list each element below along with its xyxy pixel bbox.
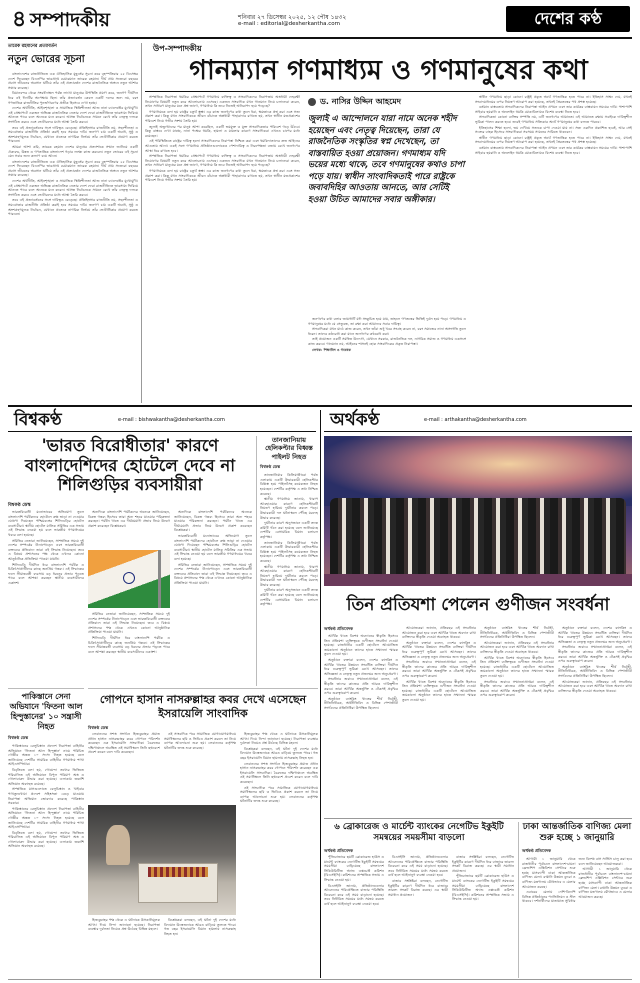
economy-paragraph: আর্থিক খাতে বিশেষ অবদানের স্বীকৃতি হিসেবে তিন প্রতিযশা ব্যক্তিত্বকে গুণীজন সংবর্ধনা দেওয়া হয়েছে। রাজধানীর একটি হোটেলে আয়োজিত জমকালো অনুষ্ঠানে তাদের হাতে সম্মাননা স্মারক তুলে দেওয়া হয়। [402,679,476,702]
world-main-col3 [174,510,252,684]
economy-main-col3 [480,626,554,816]
economy-story-rule [324,818,632,819]
world-email: e-mail : bishwakantha@desherkantha.com [118,417,225,423]
bank-col2 [388,855,448,978]
section-divider [320,410,321,978]
economy-paragraph: সংবর্ধনার জবাবে সম্মাননাপ্রাপ্তরা বলেন, এই স্বীকৃতি তাদের কাজের প্রতি আরও দায়িত্বশীল করবে। তারা আর্থিক অন্তর্ভুক্তি ও টেকসই প্রবৃদ্ধির ওপর গুরুত্বারোপ করেন। [558,645,632,664]
op-ed-paragraph: জুলাই অভ্যুত্থানের পর মানুষ আশা করেছিল, একটি ভয়মুক্ত ও মুক্ত সাংবাদিকতার পরিবেশ গড়ে উঠবে। কিন্তু বাস্তবে দেখা যাচ্ছে, নানা পক্ষের হুমকি, হামলা ও মামলার কারণে সাংবাদিকরা এখনও চাপের মধ্যে রয়েছেন। [145,124,300,138]
world-side-paragraph: স্থানীয় গণমাধ্যম জানায়, খারাপ আবহাওয়ার কারণে হেলিকপ্টারটি নিয়ন্ত্রণ হারিয়ে দুর্ঘটনার কবলে পড়ে। উদ্ধারকারী দল ঘটনাস্থলে পৌঁছে মরদেহ উদ্ধার করেছে। [260,497,318,520]
op-ed-paragraph: সাংবাদিকরা যখন মাঠে কাজ করেন, তখন তাঁরা শুধু খবর সংগ্রহ করেন না, বরং সমাজের নানা অসংগতি তুলে ধরেন। তাদের কণ্ঠরোধ করা মানে জনগণের কণ্ঠরোধ করা। [308,327,466,336]
op-ed-col1 [145,95,300,401]
world-paragraph: ভারতবিরোধী মনোভাবের অভিযোগ তুলে বাংলাদেশি পর্যটকদের হোটেলে কক্ষ ভাড়া না দেওয়ার ঘোষণা দিয়েছেন পশ্চিমবঙ্গের শিলিগুড়ির হোটেল ব্যবসায়ীরা। স্থানীয় হোটেল মালিক সমিতির এক সভায় এই সিদ্ধান্ত নেওয়া হয় বলে ভারতীয় গণমাধ্যমের খবরে বলা হয়েছে। [174,533,252,561]
grave-paragraph: বিশ্লেষকরা বলছেন, এই ঘটনা দুই দেশের মধ্যে বিদ্যমান উত্তেজনাকে আরও বাড়িয়ে তুলতে পারে। গত বছর ইসরায়েলি বিমান হামলায় নাসরুল্লাহ নিহত হন। [164,918,236,936]
column-divider [141,43,142,403]
world-side-headline: তানজানিয়ায় হেলিকপ্টার বিধ্বস্ত পাইলট নিহত [265,436,313,461]
world-paragraph: অন্যদিকে বাংলাদেশি পর্যটকদের অনেকে জানিয়েছেন, বিকল্প গন্তব্য হিসেবে তারা অন্য শহরে যাওয়ার পরিকল্পনা করছেন। পর্যটন খাতে এর দীর্ঘমেয়াদি প্রভাব নিয়ে উদ্বেগ প্রকাশ করেছেন বিশ্লেষকরা। [88,510,170,528]
op-ed-paragraph: বর্তমান বাস্তবতায় সাংবাদিকদের নিরাপত্তা আইন প্রণয়ন এবং তার কার্যকর বাস্তবায়ন সময়ের দাবি। পাশাপাশি সাইবার হয়রানি ও অনলাইন হুমকি মোকাবিলায়ও বিশেষ ব্যবস্থা নিতে হবে। [475,105,632,114]
grave-paragraph: হিজবুল্লাহর পক্ষ থেকে এ ঘটনাকে উসকানিমূলক আখ্যা দিয়ে নিন্দা জানানো হয়েছে। নিরাপত্তা ব্যবস্থার দুর্বলতা নিয়েও প্রশ্ন উঠেছে বিভিন্ন মহলে। [240,732,318,746]
flowers [148,867,208,877]
stage-floor [324,574,632,586]
world-side-paragraph: দুর্ঘটনার কারণ অনুসন্ধানে একটি তদন্ত কমিটি গঠন করা হয়েছে বলে জানিয়েছে দেশটির বেসামরিক বিমান চলাচল কর্তৃপক্ষ। [260,588,318,607]
world-side-byline: বিশ্বকণ্ঠ ডেস্ক [260,464,281,470]
grave-col1 [88,732,160,802]
economy-paragraph: আয়োজকরা জানান, প্রতিবছর এই সংবর্ধনার আয়োজন করা হবে এবং আর্থিক খাতে অবদান রাখা ব্যক্তিদের স্বীকৃতি দেওয়া অব্যাহত থাকবে। [402,626,476,640]
editorial-headline: নতুন ভোরের সূচনা [8,54,85,65]
audience-row [330,498,626,578]
op-ed-paragraph: বর্তমান বাস্তবতায় সাংবাদিকদের নিরাপত্তা আইন প্রণয়ন এবং তার কার্যকর বাস্তবায়ন সময়ের দাবি। পাশাপাশি সাইবার হয়রানি ও অনলাইন হুমকি মোকাবিলায়ও বিশেষ ব্যবস্থা নিতে হবে। [475,145,632,155]
op-ed-paragraph: সাম্প্রতিক নিরাপত্তা হুমকির প্রেক্ষাপটে গণমাধ্যম ব্যক্তিত্ব ও সাংবাদিকদের নিরাপত্তায় অস্ত্রধারী দেহরক্ষী নিয়োগের বিষয়টি নতুন করে আলোচনায় এসেছে। একজন সাংবাদিক যখন গানম্যান নিয়ে চলাফেরা করেন, তখন সাধারণ মানুষের মনে প্রশ্ন জাগে, গণমাধ্যম কি তবে নিজেই অনিরাপদ হয়ে পড়েছে? [145,154,300,168]
world-paragraph: সমিতির নেতারা জানিয়েছেন, সাম্প্রতিক সময়ে দুই দেশের সম্পর্কের টানাপোড়েন এবং ভারতবিরোধী বক্তব্যের প্রতিবাদে তারা এই সিদ্ধান্ত নিয়েছেন। তবে এ বিষয়ে প্রশাসনের পক্ষ থেকে এখনও কোনো আনুষ্ঠানিক প্রতিক্রিয়া পাওয়া যায়নি। [88,612,170,635]
bank-paragraph: পুঁজিবাজারে ছয়টি ব্রোকারেজ হাউস ও মার্চেন্ট ব্যাংকের নেগেটিভ ইকুইটি সমন্বয়ের সময়সীমা বাড়িয়েছে বাংলাদেশ সিকিউরিটিজ অ্যান্ড এক্সচেঞ্জ কমিশন (বিএসইসি)। কমিশনের সাম্প্রতিক সভায় এ সিদ্ধান্ত নেওয়া হয়। [452,874,514,902]
op-ed-paragraph: গণমাধ্যমকে বলা হয় রাষ্ট্রের চতুর্থ স্তম্ভ। এর কাজ জনগণের কথা তুলে ধরা, ক্ষমতাকে প্রশ্ন করা এবং সত্য প্রকাশ করা। কিন্তু যখন সাংবাদিককে জীবন বাঁচাতে অস্ত্রধারী পাহারাদার রাখতে হয়, তখন স্বাধীন মতপ্রকাশের পরিবেশ নিয়ে গভীর সংশয় তৈরি হয়। [145,109,300,123]
economy-section-title: অর্থকণ্ঠ [330,410,380,430]
award-ceremony-photo [324,436,632,586]
world-main-col2b [88,612,170,684]
pakistan-body [8,744,84,974]
economy-paragraph: অনুষ্ঠানে ব্যাংকিং খাতের শীর্ষ নির্বাহী, নীতিনির্ধারক, অর্থনীতিবিদ ও বিভিন্ন পেশাজীবী সংগঠনের প্রতিনিধিরা উপস্থিত ছিলেন। [558,664,632,678]
world-paragraph: সমিতির নেতারা জানিয়েছেন, সাম্প্রতিক সময়ে দুই দেশের সম্পর্কের টানাপোড়েন এবং ভারতবিরোধী বক্তব্যের প্রতিবাদে তারা এই সিদ্ধান্ত নিয়েছেন। তবে এ বিষয়ে প্রশাসনের পক্ষ থেকে এখনও কোনো আনুষ্ঠানিক প্রতিক্রিয়া পাওয়া যায়নি। [8,538,84,561]
section-title: সম্পাদকীয় [30,9,110,31]
grave-col2 [164,732,236,802]
pull-quote-text: জুলাই এ আন্দোলনে যারা নামে অনেক শহীদ হয়েছেন এবং নেতৃত্ব দিয়েছেন, তারা যে রাজনৈতিক সংস্কৃতির স্বপ্ন দেখেছেন, তা বাস্তবায়িত হওয়া প্রয়োজন। গণমাধ্যম যদি ভয়ের মধ্যে থাকে, তবে গণমানুষের কথাও চাপা পড়ে যায়। স্বাধীন সাংবাদিকতাই পারে রাষ্ট্রকে জবাবদিহির আওতায় আনতে, আর সেটিই হওয়া উচিত আমাদের সবার অঙ্গীকার। [308,113,465,204]
world-side-paragraph: তানজানিয়ার কিলিমাঞ্জারো পর্বত এলাকায় একটি উদ্ধারকারী হেলিকপ্টার বিধ্বস্ত হয়ে পাইলটসহ কয়েকজন নিহত হয়েছেন। দেশটির কর্তৃপক্ষ এ তথ্য নিশ্চিত করেছে। [260,540,318,563]
op-ed-headline: গানম্যান গণমাধ্যম ও গণমানুষের কথা [189,55,588,86]
grave-col1b [88,918,160,977]
economy-main-headline: তিন প্রতিযশা পেলেন গুণীজন সংবর্ধনা [346,595,610,615]
fair-headline: ঢাকা আন্তর্জাতিক বাণিজ্য মেলা শুরু হচ্ছে ১ জানুয়ারি [522,822,632,843]
bank-byline: অর্থকণ্ঠ প্রতিবেদক [324,848,353,853]
fair-body [522,857,632,972]
world-main-byline: বিশ্বকণ্ঠ ডেস্ক [8,503,31,508]
paper-name: দেশের কণ্ঠ [534,8,602,28]
world-side-body [260,473,318,673]
world-side-paragraph: দুর্ঘটনার কারণ অনুসন্ধানে একটি তদন্ত কমিটি গঠন করা হয়েছে বলে জানিয়েছে দেশটির বেসামরিক বিমান চলাচল কর্তৃপক্ষ। [260,521,318,539]
grave-paragraph: ওই সাংবাদিক পরে সামাজিক যোগাযোগমাধ্যমে সমাধিস্থলের ছবি ও ভিডিও প্রকাশ করলে তা নিয়ে ব্যাপক আলোচনা শুরু হয়। লেবাননের কর্তৃপক্ষ ঘটনাটির তদন্ত শুরু করেছে। [240,785,318,804]
pakistan-byline: বিশ্বকণ্ঠ ডেস্ক [8,735,29,740]
economy-main-byline: অর্থকণ্ঠ প্রতিবেদক [324,626,353,631]
op-ed-paragraph: স্বাধীন গণমাধ্যম ছাড়া কোনো রাষ্ট্রই প্রকৃত অর্থে গণতান্ত্রিক হতে পারে না। ইতিহাস সাক্ষ্য দেয়, যখনই সংবাদমাধ্যমের ওপর নিয়ন্ত্রণ আরোপ করা হয়েছে, তখনই স্বৈরতন্ত্রের পথ প্রশস্ত হয়েছে। [475,95,632,104]
bank-paragraph: বিএসইসি জানায়, প্রতিষ্ঠানগুলোর আবেদনের পরিপ্রেক্ষিতে বাজার পরিস্থিতি বিবেচনা করে এই সময় বাড়ানো হয়েছে। তবে নির্ধারিত সময়ের মধ্যে সমন্বয় করতে ব্যর্থ হলে আইনানুগ ব্যবস্থা নেওয়া হবে। [388,855,448,878]
op-ed-paragraph: সাংবাদিকতা কোনো ব্যক্তির সম্পত্তি নয়, এটি জনগণের আমানত। এই আমানত রক্ষায় সবাইকে দায়িত্বশীল ভূমিকা পালন করতে হবে। তবেই গণমাধ্যম সত্যিকার অর্থে গণমানুষের কথা বলতে পারবে। [475,115,632,124]
op-ed [145,43,632,403]
pakistan-paragraph: সাম্প্রতিক মাসগুলোতে বেলুচিস্তান ও খাইবার পাখতুনখোয়া প্রদেশে সহিংসতা বেড়ে যাওয়ায় নিরাপত্তা অভিযান জোরদার করেছে পাকিস্তান সরকার। [8,787,84,806]
editorial-paragraph: তবে এই প্রত্যাবর্তনের সঙ্গে দায়িত্বও বেড়েছে। প্রতিহিংসার রাজনীতি নয়, সহনশীলতা ও সমঝোতার রাজনীতি প্রতিষ্ঠা করাই হবে সময়ের দাবি। জনগণ চায় একটি অবাধ, সুষ্ঠু ও অংশগ্রহণমূলক নির্বাচন, যেখানে প্রত্যেক নাগরিক নির্ভয়ে তাঁর ভোটাধিকার প্রয়োগ করতে পারবেন। [8,125,138,144]
op-ed-label: উপ-সম্পাদকীয় [153,44,202,53]
editorial-paragraph: বাংলাদেশের রাজনীতিতে এক ঐতিহাসিক মুহূর্তের সূচনা করে বৃহস্পতিবার ২৫ ডিসেম্বর দেশে ফিরেছেন বিএনপির ভারপ্রাপ্ত চেয়ারম্যান তারেক রহমান। দীর্ঘ প্রায় সতেরো বছরের প্রবাস জীবনের অবসান ঘটিয়ে তাঁর এই প্রত্যাবর্তন দেশের রাজনৈতিক অঙ্গনে নতুন আশার সঞ্চার করেছে। [8,159,138,178]
grave-paragraph: বিশ্লেষকরা বলছেন, এই ঘটনা দুই দেশের মধ্যে বিদ্যমান উত্তেজনাকে আরও বাড়িয়ে তুলতে পারে। গত বছর ইসরায়েলি বিমান হামলায় নাসরুল্লাহ নিহত হন। [240,746,318,760]
economy-paragraph: আয়োজকরা জানান, প্রতিবছর এই সংবর্ধনার আয়োজন করা হবে এবং আর্থিক খাতে অবদান রাখা ব্যক্তিদের স্বীকৃতি দেওয়া অব্যাহত থাকবে। [480,640,554,654]
world-paragraph: ভারতবিরোধী মনোভাবের অভিযোগ তুলে বাংলাদেশি পর্যটকদের হোটেলে কক্ষ ভাড়া না দেওয়ার ঘোষণা দিয়েছেন পশ্চিমবঙ্গের শিলিগুড়ির হোটেল ব্যবসায়ীরা। স্থানীয় হোটেল মালিক সমিতির এক সভায় এই সিদ্ধান্ত নেওয়া হয় বলে ভারতীয় গণমাধ্যমের খবরে বলা হয়েছে। [8,510,84,537]
op-ed-paragraph: স্বাধীন গণমাধ্যম ছাড়া কোনো রাষ্ট্রই প্রকৃত অর্থে গণতান্ত্রিক হতে পারে না। ইতিহাস সাক্ষ্য দেয়, যখনই সংবাদমাধ্যমের ওপর নিয়ন্ত্রণ আরোপ করা হয়েছে, তখনই স্বৈরতন্ত্রের পথ প্রশস্ত হয়েছে। [475,135,632,145]
pakistan-paragraph: বিবৃতিতে বলা হয়, গোয়েন্দা তথ্যের ভিত্তিতে পরিচালিত এই অভিযানে বিপুল পরিমাণ অস্ত্র ও গোলাবারুদ উদ্ধার করা হয়েছে। এলাকায় তল্লাশি অভিযান অব্যাহত রয়েছে। [8,830,84,849]
fair-byline: অর্থকণ্ঠ প্রতিবেদক [522,848,551,853]
world-paragraph: সমিতির নেতারা জানিয়েছেন, সাম্প্রতিক সময়ে দুই দেশের সম্পর্কের টানাপোড়েন এবং ভারতবিরোধী বক্তব্যের প্রতিবাদে তারা এই সিদ্ধান্ত নিয়েছেন। তবে এ বিষয়ে প্রশাসনের পক্ষ থেকে এখনও কোনো আনুষ্ঠানিক প্রতিক্রিয়া পাওয়া যায়নি। [174,562,252,585]
grave-paragraph: লেবাননের সশস্ত্র সংগঠন হিজবুল্লাহর প্রয়াত প্রধান হাসান নাসরুল্লাহর কবর গোপনে পরিদর্শন করেছেন এক ইসরায়েলি সাংবাদিক। বৈরুতের দক্ষিণাঞ্চলে অবস্থিত ওই সমাধিস্থলে তিনি ছদ্মবেশে প্রবেশ করেন বলে দাবি করেছেন। [240,761,318,784]
editorial-body [8,72,138,412]
economy-paragraph: অনুষ্ঠানে বক্তারা বলেন, দেশের ব্যাংকিং ও আর্থিক খাতের উন্নয়নে সংবর্ধিত ব্যক্তিরা দীর্ঘদিন ধরে গুরুত্বপূর্ণ ভূমিকা রেখে আসছেন। তাদের অভিজ্ঞতা ও নেতৃত্ব নতুন প্রজন্মের জন্য অনুপ্রেরণা। [558,626,632,644]
world-header [8,410,316,432]
editorial-paragraph: দেশের অর্থনীতি, আইনশৃঙ্খলা ও সামাজিক স্থিতিশীলতা আজ নানা চ্যালেঞ্জের মুখোমুখি। এই প্রেক্ষাপটে একজন অভিজ্ঞ রাজনৈতিক নেতার দেশে ফেরা রাজনীতিতে ভারসাম্য ফিরিয়ে আনতে পারে বলে অনেকে মনে করেন। আসন্ন নির্বাচনকে সামনে রেখে তাঁর নেতৃত্ব দলকে সংগঠিত করবে এবং ভোটারদের মধ্যে আস্থা তৈরি করবে। [8,106,138,124]
world-main-col1 [8,510,84,684]
op-ed-paragraph: এই পরিস্থিতিতে রাষ্ট্রের দায়িত্ব হলো সাংবাদিকদের নিরাপত্তা নিশ্চিত করা এবং হুমকিদাতাদের দ্রুত আইনের আওতায় আনা। একই সঙ্গে গণমাধ্যম প্রতিষ্ঠানগুলোকেও পেশাদারিত্ব ও নিরপেক্ষতা বজায় রেখে জনগণের আস্থা ধরে রাখতে হবে। [145,139,300,153]
editorial-paragraph: দেশের অর্থনীতি, আইনশৃঙ্খলা ও সামাজিক স্থিতিশীলতা আজ নানা চ্যালেঞ্জের মুখোমুখি। এই প্রেক্ষাপটে একজন অভিজ্ঞ রাজনৈতিক নেতার দেশে ফেরা রাজনীতিতে ভারসাম্য ফিরিয়ে আনতে পারে বলে অনেকে মনে করেন। আসন্ন নির্বাচনকে সামনে রেখে তাঁর নেতৃত্ব দলকে সংগঠিত করবে এবং ভোটারদের মধ্যে আস্থা তৈরি করবে। [8,179,138,197]
op-ed-paragraph: ইতিহাসের শিক্ষা হলো, ভয় দেখিয়ে সত্যকে চাপা দেওয়া যায় না। সত্য একদিন প্রকাশিত হবেই, আর সেই সত্যের বাহক হিসেবে সাংবাদিকরা সবসময় সামনের সারিতে থাকবেন। [475,125,632,135]
world-side-story [256,436,318,686]
bank-col3 [452,855,514,978]
op-ed-col3 [475,95,632,401]
pull-quote [308,113,466,313]
op-ed-paragraph: গণমাধ্যমকে বলা হয় রাষ্ট্রের চতুর্থ স্তম্ভ। এর কাজ জনগণের কথা তুলে ধরা, ক্ষমতাকে প্রশ্ন করা এবং সত্য প্রকাশ করা। কিন্তু যখন সাংবাদিককে জীবন বাঁচাতে অস্ত্রধারী পাহারাদার রাখতে হয়, তখন স্বাধীন মতপ্রকাশের পরিবেশ নিয়ে গভীর সংশয় তৈরি হয়। [145,168,300,183]
editorial-column [8,43,138,403]
world-main-story [8,436,252,495]
economy-paragraph: অনুষ্ঠানে বক্তারা বলেন, দেশের ব্যাংকিং ও আর্থিক খাতের উন্নয়নে সংবর্ধিত ব্যক্তিরা দীর্ঘদিন ধরে গুরুত্বপূর্ণ ভূমিকা রেখে আসছেন। তাদের অভিজ্ঞতা ও নেতৃত্ব নতুন প্রজন্মের জন্য অনুপ্রেরণা। [402,640,476,659]
economy-main-body [324,626,632,816]
economy-paragraph: সংবর্ধনার জবাবে সম্মাননাপ্রাপ্তরা বলেন, এই স্বীকৃতি তাদের কাজের প্রতি আরও দায়িত্বশীল করবে। তারা আর্থিক অন্তর্ভুক্তি ও টেকসই প্রবৃদ্ধির ওপর গুরুত্বারোপ করেন। [324,677,398,696]
economy-paragraph: অনুষ্ঠানে বক্তারা বলেন, দেশের ব্যাংকিং ও আর্থিক খাতের উন্নয়নে সংবর্ধিত ব্যক্তিরা দীর্ঘদিন ধরে গুরুত্বপূর্ণ ভূমিকা রেখে আসছেন। তাদের অভিজ্ঞতা ও নেতৃত্ব নতুন প্রজন্মের জন্য অনুপ্রেরণা। [324,657,398,676]
fair-story [518,822,632,978]
bank-paragraph: বিএসইসি জানায়, প্রতিষ্ঠানগুলোর আবেদনের পরিপ্রেক্ষিতে বাজার পরিস্থিতি বিবেচনা করে এই সময় বাড়ানো হয়েছে। তবে নির্ধারিত সময়ের মধ্যে সমন্বয় করতে ব্যর্থ হলে আইনানুগ ব্যবস্থা নেওয়া হবে। [324,883,384,906]
editorial-paragraph: বাংলাদেশের রাজনীতিতে এক ঐতিহাসিক মুহূর্তের সূচনা করে বৃহস্পতিবার ২৫ ডিসেম্বর দেশে ফিরেছেন বিএনপির ভারপ্রাপ্ত চেয়ারম্যান তারেক রহমান। দীর্ঘ প্রায় সতেরো বছরের প্রবাস জীবনের অবসান ঘটিয়ে তাঁর এই প্রত্যাবর্তন দেশের রাজনৈতিক অঙ্গনে নতুন আশার সঞ্চার করেছে। [8,72,138,90]
fair-paragraph: আগামী ১ জানুয়ারি থেকে রাজধানীর পূর্বাচলে বাংলাদেশ-চায়না ফ্রেন্ডশিপ এক্সিবিশন সেন্টারে শুরু হচ্ছে মাসব্যাপী ঢাকা আন্তর্জাতিক বাণিজ্য মেলা। রপ্তানি উন্নয়ন ব্যুরো ও বাণিজ্য মন্ত্রণালয় যৌথভাবে এ মেলার আয়োজন করছে। [578,867,632,899]
economy-main-col1 [324,634,398,816]
economy-paragraph: আর্থিক খাতে বিশেষ অবদানের স্বীকৃতি হিসেবে তিন প্রতিযশা ব্যক্তিত্বকে গুণীজন সংবর্ধনা দেওয়া হয়েছে। রাজধানীর একটি হোটেলে আয়োজিত জমকালো অনুষ্ঠানে তাদের হাতে সম্মাননা স্মারক তুলে দেওয়া হয়। [480,655,554,678]
op-ed-col2 [308,317,466,401]
section-rule [8,405,632,407]
economy-paragraph: সংবর্ধনার জবাবে সম্মাননাপ্রাপ্তরা বলেন, এই স্বীকৃতি তাদের কাজের প্রতি আরও দায়িত্বশীল করবে। তারা আর্থিক অন্তর্ভুক্তি ও টেকসই প্রবৃদ্ধির ওপর গুরুত্বারোপ করেন। [402,660,476,678]
grave-paragraph: ওই সাংবাদিক পরে সামাজিক যোগাযোগমাধ্যমে সমাধিস্থলের ছবি ও ভিডিও প্রকাশ করলে তা নিয়ে ব্যাপক আলোচনা শুরু হয়। লেবাননের কর্তৃপক্ষ ঘটনাটির তদন্ত শুরু করেছে। [164,732,236,750]
grave-col3 [240,732,318,977]
world-main-headline: 'ভারত বিরোধীতার' কারণে বাংলাদেশিদের হোটেলে দেবে না শিলিগুড়ির ব্যবসায়ীরা [24,436,236,494]
grave-paragraph: লেবাননের সশস্ত্র সংগঠন হিজবুল্লাহর প্রয়াত প্রধান হাসান নাসরুল্লাহর কবর গোপনে পরিদর্শন করেছেন এক ইসরায়েলি সাংবাদিক। বৈরুতের দক্ষিণাঞ্চলে অবস্থিত ওই সমাধিস্থলে তিনি ছদ্মবেশে প্রবেশ করেন বলে দাবি করেছেন। [88,732,160,755]
economy-main-col2 [402,626,476,816]
economy-paragraph: অনুষ্ঠানে ব্যাংকিং খাতের শীর্ষ নির্বাহী, নীতিনির্ধারক, অর্থনীতিবিদ ও বিভিন্ন পেশাজীবী সংগঠনের প্রতিনিধিরা উপস্থিত ছিলেন। [480,626,554,640]
world-paragraph: শিলিগুড়ি দীর্ঘদিন ধরে বাংলাদেশি পর্যটক ও চিকিৎসাপ্রার্থীদের কাছে জনপ্রিয় গন্তব্য। এই সিদ্ধান্তের ফলে সীমান্তবর্তী ব্যবসায় বড় ধরনের প্রভাব পড়তে পারে বলে আশঙ্কা করছেন স্থানীয় ব্যবসায়ীদের একাংশ। [8,562,84,585]
op-ed-paragraph: জনগণের কথা বলার জায়গাটি যদি সংকুচিত হয়ে যায়, তাহলে গণতন্ত্রের ভিত্তিই দুর্বল হয়ে পড়ে। গণমাধ্যম ও গণমানুষের মধ্যে যে সেতুবন্ধ, তা রক্ষা করা আমাদের সবার দায়িত্ব। [308,317,466,326]
page-number: ৪ [12,7,27,32]
economy-paragraph: আয়োজকরা জানান, প্রতিবছর এই সংবর্ধনার আয়োজন করা হবে এবং আর্থিক খাতে অবদান রাখা ব্যক্তিদের স্বীকৃতি দেওয়া অব্যাহত থাকবে। [558,679,632,693]
grave-col2b [164,918,236,977]
fair-paragraph: আগামী ১ জানুয়ারি থেকে রাজধানীর পূর্বাচলে বাংলাদেশ-চায়না ফ্রেন্ডশিপ এক্সিবিশন সেন্টারে শুরু হচ্ছে মাসব্যাপী ঢাকা আন্তর্জাতিক বাণিজ্য মেলা। রপ্তানি উন্নয়ন ব্যুরো ও বাণিজ্য মন্ত্রণালয় যৌথভাবে এ মেলার আয়োজন করছে। [522,857,576,889]
world-main-col2 [88,510,170,548]
grave-story [88,688,318,978]
grave-paragraph: হিজবুল্লাহর পক্ষ থেকে এ ঘটনাকে উসকানিমূলক আখ্যা দিয়ে নিন্দা জানানো হয়েছে। নিরাপত্তা ব্যবস্থার দুর্বলতা নিয়েও প্রশ্ন উঠেছে বিভিন্ন মহলে। [88,918,160,932]
pakistan-paragraph: পাকিস্তানের বেলুচিস্তান প্রদেশে নিরাপত্তা বাহিনীর অভিযানে 'ফিতনা আল হিন্দুস্তান' নামে পরিচিত গোষ্ঠীর অন্তত ১০ সদস্য নিহত হয়েছে বলে জানিয়েছে দেশটির সামরিক বাহিনীর গণমাধ্যম শাখা আইএসপিআর। [8,744,84,767]
masthead [8,6,632,36]
economy-main-headline-box [324,590,632,624]
person-figure [106,825,130,865]
world-main-body [8,502,252,684]
op-ed-paragraph: সাম্প্রতিক নিরাপত্তা হুমকির প্রেক্ষাপটে গণমাধ্যম ব্যক্তিত্ব ও সাংবাদিকদের নিরাপত্তায় অস্ত্রধারী দেহরক্ষী নিয়োগের বিষয়টি নতুন করে আলোচনায় এসেছে। একজন সাংবাদিক যখন গানম্যান নিয়ে চলাফেরা করেন, তখন সাধারণ মানুষের মনে প্রশ্ন জাগে, গণমাধ্যম কি তবে নিজেই অনিরাপদ হয়ে পড়েছে? [145,95,300,109]
editorial-email: e-mail : editorial@desherkantha.com [238,21,340,27]
page-bottom-rule [8,979,632,980]
bank-story [324,822,514,978]
masthead-rule [8,37,632,39]
pakistan-paragraph: বিবৃতিতে বলা হয়, গোয়েন্দা তথ্যের ভিত্তিতে পরিচালিত এই অভিযানে বিপুল পরিমাণ অস্ত্র ও গোলাবারুদ উদ্ধার করা হয়েছে। এলাকায় তল্লাশি অভিযান অব্যাহত রয়েছে। [8,767,84,786]
bank-paragraph: পুঁজিবাজারে ছয়টি ব্রোকারেজ হাউস ও মার্চেন্ট ব্যাংকের নেগেটিভ ইকুইটি সমন্বয়ের সময়সীমা বাড়িয়েছে বাংলাদেশ সিকিউরিটিজ অ্যান্ড এক্সচেঞ্জ কমিশন (বিএসইসি)। কমিশনের সাম্প্রতিক সভায় এ সিদ্ধান্ত নেওয়া হয়। [324,855,384,882]
grave-headline: গোপনে হাসান নাসরুল্লাহর কবর দেখে এসেছেন ইসরায়েলি সাংবাদিক [99,693,307,720]
chakra-icon [123,572,135,584]
world-paragraph: অন্যদিকে বাংলাদেশি পর্যটকদের অনেকে জানিয়েছেন, বিকল্প গন্তব্য হিসেবে তারা অন্য শহরে যাওয়ার পরিকল্পনা করছেন। পর্যটন খাতে এর দীর্ঘমেয়াদি প্রভাব নিয়ে উদ্বেগ প্রকাশ করেছেন বিশ্লেষকরা। [174,510,252,533]
op-ed-author-credit: লেখক: শিক্ষাবিদ ও গবেষক [312,347,352,352]
pakistan-headline: পাকিস্তানে সেনা অভিযানে 'ফিতনা আল হিন্দুস্তানের' ১০ সন্ত্রাসী নিহত [9,692,83,731]
world-paragraph: শিলিগুড়ি দীর্ঘদিন ধরে বাংলাদেশি পর্যটক ও চিকিৎসাপ্রার্থীদের কাছে জনপ্রিয় গন্তব্য। এই সিদ্ধান্তের ফলে সীমান্তবর্তী ব্যবসায় বড় ধরনের প্রভাব পড়তে পারে বলে আশঙ্কা করছেন স্থানীয় ব্যবসায়ীদের একাংশ। [88,635,170,654]
editorial-paragraph: আমরা আশা করি, তারেক রহমান দেশের মানুষের প্রত্যাশাকে সম্মান জানিয়ে একটি ঐক্যবদ্ধ, উন্নত ও গণতান্ত্রিক বাংলাদেশ গড়ার লক্ষ্যে কাজ করবেন। নতুন ভোরের এই সূচনা যেন সবার জন্য কল্যাণ বয়ে আনে। [8,144,138,159]
author-icon [308,98,316,106]
india-flag-photo [88,550,170,608]
bank-paragraph: বাজার সংশ্লিষ্টরা বলছেন, নেগেটিভ ইকুইটির কারণে দীর্ঘদিন ধরে বাজারে তারল্য সংকট বিরাজ করছে। এর স্থায়ী সমাধান প্রয়োজন। [452,855,514,873]
issue-date: শনিবার ২৭ ডিসেম্বর ২০২৫, ১২ পৌষ ১৪৩২ [238,14,347,21]
economy-paragraph: আর্থিক খাতে বিশেষ অবদানের স্বীকৃতি হিসেবে তিন প্রতিযশা ব্যক্তিত্বকে গুণীজন সংবর্ধনা দেওয়া হয়েছে। রাজধানীর একটি হোটেলে আয়োজিত জমকালো অনুষ্ঠানে তাদের হাতে সম্মাননা স্মারক তুলে দেওয়া হয়। [324,634,398,657]
economy-email: e-mail : arthakantha@desherkantha.com [424,417,527,423]
op-ed-paragraph: তাই প্রয়োজন একটি সমন্বিত উদ্যোগ, যেখানে সরকার, রাজনৈতিক দল, নাগরিক সমাজ ও গণমাধ্যম একসঙ্গে কাজ করবে। গানম্যান নয়, আইনের শাসনই হোক সাংবাদিকের প্রকৃত নিরাপত্তা। [308,337,466,346]
world-section-title: বিশ্বকণ্ঠ [14,410,62,430]
flag-pole [158,550,161,608]
economy-paragraph: অনুষ্ঠানে ব্যাংকিং খাতের শীর্ষ নির্বাহী, নীতিনির্ধারক, অর্থনীতিবিদ ও বিভিন্ন পেশাজীবী সংগঠনের প্রতিনিধিরা উপস্থিত ছিলেন। [324,696,398,710]
bank-paragraph: বাজার সংশ্লিষ্টরা বলছেন, নেগেটিভ ইকুইটির কারণে দীর্ঘদিন ধরে বাজারে তারল্য সংকট বিরাজ করছে। এর স্থায়ী সমাধান প্রয়োজন। [388,878,448,897]
grave-byline: বিশ্বকণ্ঠ ডেস্ক [88,725,109,730]
author-box [308,95,466,109]
editorial-byline: তারেক রহমানের প্রত্যাবর্তন [8,44,57,49]
op-ed-rule [145,91,632,92]
editorial-paragraph: তবে এই প্রত্যাবর্তনের সঙ্গে দায়িত্বও বেড়েছে। প্রতিহিংসার রাজনীতি নয়, সহনশীলতা ও সমঝোতার রাজনীতি প্রতিষ্ঠা করাই হবে সময়ের দাবি। জনগণ চায় একটি অবাধ, সুষ্ঠু ও অংশগ্রহণমূলক নির্বাচন, যেখানে প্রত্যেক নাগরিক নির্ভয়ে তাঁর ভোটাধিকার প্রয়োগ করতে পারবেন। [8,198,138,217]
economy-paragraph: সংবর্ধনার জবাবে সম্মাননাপ্রাপ্তরা বলেন, এই স্বীকৃতি তাদের কাজের প্রতি আরও দায়িত্বশীল করবে। তারা আর্থিক অন্তর্ভুক্তি ও টেকসই প্রবৃদ্ধির ওপর গুরুত্বারোপ করেন। [480,679,554,698]
bank-col1 [324,855,384,978]
world-side-paragraph: তানজানিয়ার কিলিমাঞ্জারো পর্বত এলাকায় একটি উদ্ধারকারী হেলিকপ্টার বিধ্বস্ত হয়ে পাইলটসহ কয়েকজন নিহত হয়েছেন। দেশটির কর্তৃপক্ষ এ তথ্য নিশ্চিত করেছে। [260,473,318,496]
world-side-paragraph: স্থানীয় গণমাধ্যম জানায়, খারাপ আবহাওয়ার কারণে হেলিকপ্টারটি নিয়ন্ত্রণ হারিয়ে দুর্ঘটনার কবলে পড়ে। উদ্ধারকারী দল ঘটনাস্থলে পৌঁছে মরদেহ উদ্ধার করেছে। [260,564,318,587]
author-name: ড. নাসির উদ্দিন আহমেদ [320,96,401,106]
grave-photo [88,805,236,915]
economy-header [324,410,632,432]
stage-backdrop [324,436,632,506]
pakistan-paragraph: পাকিস্তানের বেলুচিস্তান প্রদেশে নিরাপত্তা বাহিনীর অভিযানে 'ফিতনা আল হিন্দুস্তান' নামে পরিচিত গোষ্ঠীর অন্তত ১০ সদস্য নিহত হয়েছে বলে জানিয়েছে দেশটির সামরিক বাহিনীর গণমাধ্যম শাখা আইএসপিআর। [8,806,84,830]
fair-paragraph: এবারের মেলায় দেশি-বিদেশি বিভিন্ন প্রতিষ্ঠানের প্যাভিলিয়ন ও স্টল থাকবে। দর্শনার্থীদের যাতায়াত সুবিধার জন্য বিশেষ বাস সার্ভিস চালু করা হবে বলে জানিয়েছেন আয়োজকরা। [522,857,632,904]
bank-headline: ৬ ব্রোকারেজ ও মার্চেন্ট ব্যাংকের নেগেটিভ ইকুইটি সমন্বয়ের সময়সীমা বাড়লো [334,822,504,843]
economy-main-col4 [558,626,632,816]
pakistan-story [8,688,84,978]
paper-logo [506,6,630,32]
editorial-paragraph: বিমানবন্দর থেকে সংবর্ধনাস্থল পর্যন্ত লাখো মানুষের উপস্থিতি প্রমাণ করে, জনগণ দীর্ঘদিন ধরে এই দিনটির অপেক্ষায় ছিল। তাঁর প্রত্যাবর্তন কেবল একটি দলের জন্য নয়, বরং গণতান্ত্রিক রাজনীতির পুনর্জাগরণের প্রতীক হিসেবে দেখা হচ্ছে। [8,91,138,105]
